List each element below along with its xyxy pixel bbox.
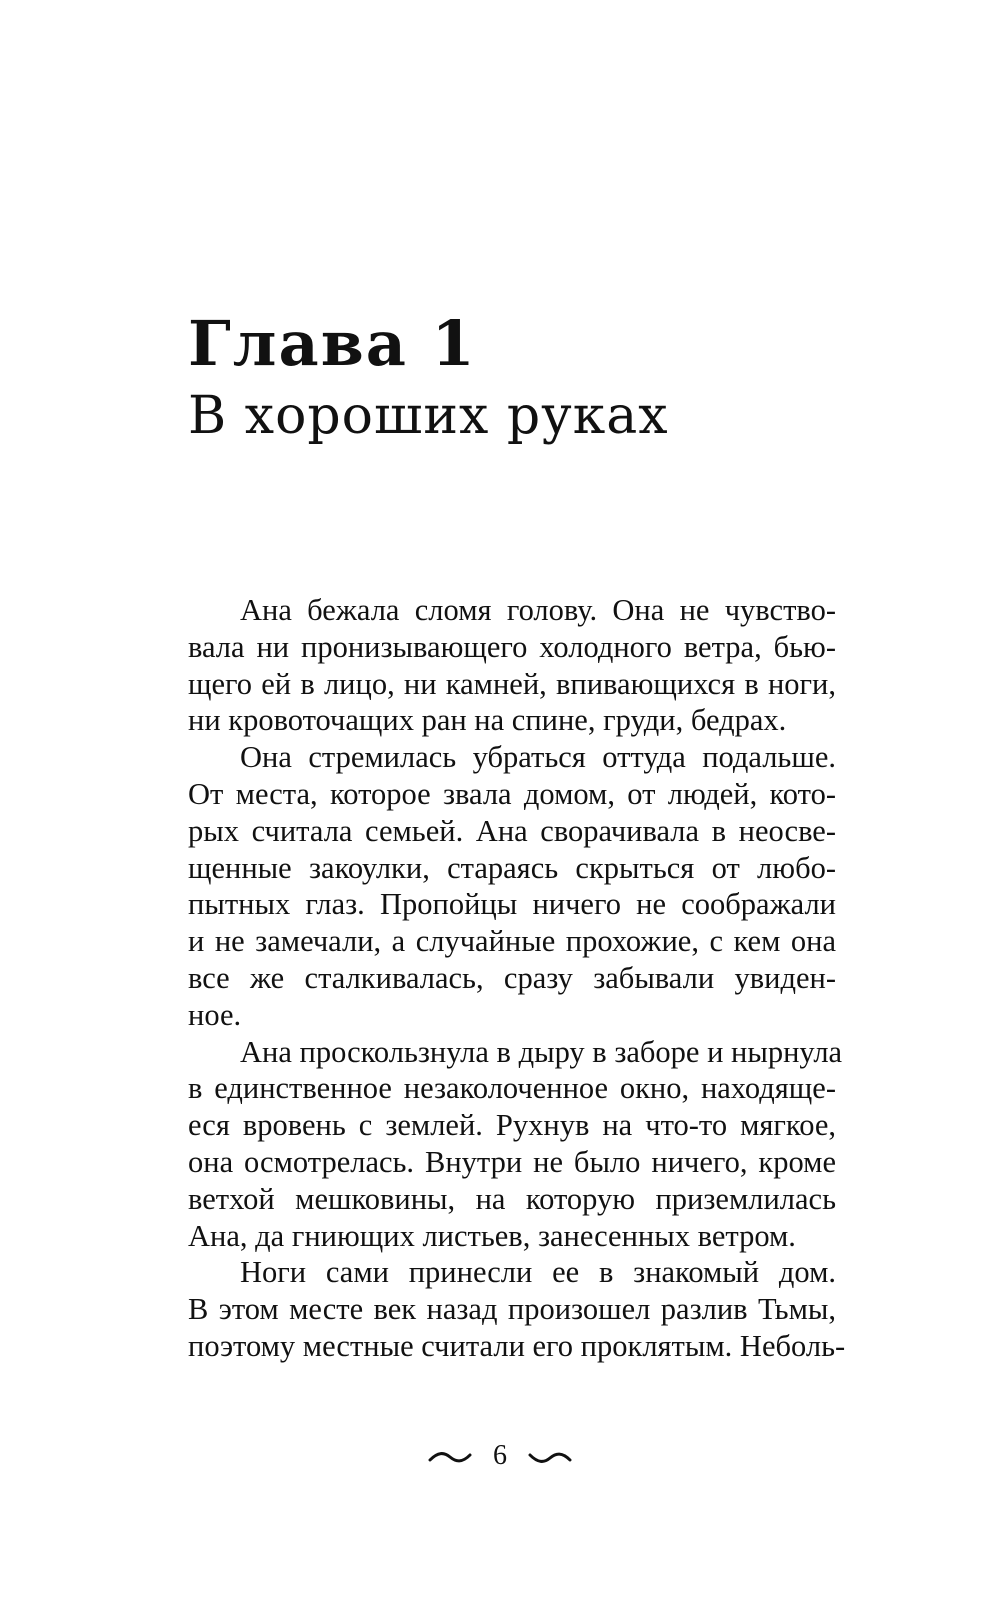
text-line: От места, которое звала домом, от людей, кото-	[188, 776, 836, 811]
text-line: Ана бежала сломя голову. Она не чувство-	[240, 593, 836, 627]
tilde-ornament-left-icon	[428, 1451, 472, 1465]
text-line: в единственное незаколоченное окно, находяще-	[188, 1071, 836, 1106]
text-line: вала ни пронизывающего холодного ветра, бью-	[188, 629, 836, 664]
body-text	[188, 592, 846, 1365]
page-footer	[0, 1436, 1000, 1476]
paragraph	[188, 592, 836, 739]
text-line: еся вровень с землей. Рухнув на что-то мягкое,	[188, 1108, 836, 1143]
text-line: Ноги сами принесли ее в знакомый дом.	[240, 1255, 836, 1290]
paragraph	[188, 1254, 846, 1364]
text-line: рых считала семьей. Ана сворачивала в неосве-	[188, 813, 836, 848]
text-line: поэтому местные считали его проклятым. Неболь-	[188, 1328, 846, 1363]
chapter-title: В хороших руках	[188, 386, 669, 446]
text-line: ветхой мешковины, на которую приземлилась	[188, 1181, 836, 1216]
text-line: Ана проскользнула в дыру в заборе и нырнула	[240, 1034, 843, 1069]
text-line: ное.	[188, 997, 242, 1032]
text-line: она осмотрелась. Внутри не было ничего, кроме	[188, 1144, 836, 1179]
page-number: 6	[493, 1440, 507, 1471]
text-line: и не замечали, а случайные прохожие, с кем она	[188, 924, 836, 959]
tilde-ornament-right-icon	[528, 1451, 572, 1465]
text-line: Ана, да гниющих листьев, занесенных ветром.	[188, 1218, 796, 1253]
text-line: все же сталкивалась, сразу забывали увиден-	[188, 960, 836, 995]
chapter-number: Глава 1	[188, 307, 477, 380]
paragraph	[188, 1034, 843, 1255]
text-line: пытных глаз. Пропойцы ничего не соображали	[188, 887, 836, 922]
text-line: щего ей в лицо, ни камней, впивающихся в ноги,	[188, 666, 836, 701]
text-line: В этом месте век назад произошел разлив Тьмы,	[188, 1292, 836, 1327]
paragraph	[188, 739, 836, 1033]
text-line: Она стремилась убраться оттуда подальше.	[240, 740, 836, 775]
text-line: ни кровоточащих ран на спине, груди, бедрах.	[188, 703, 787, 738]
text-line: щенные закоулки, стараясь скрыться от любо-	[188, 850, 836, 885]
